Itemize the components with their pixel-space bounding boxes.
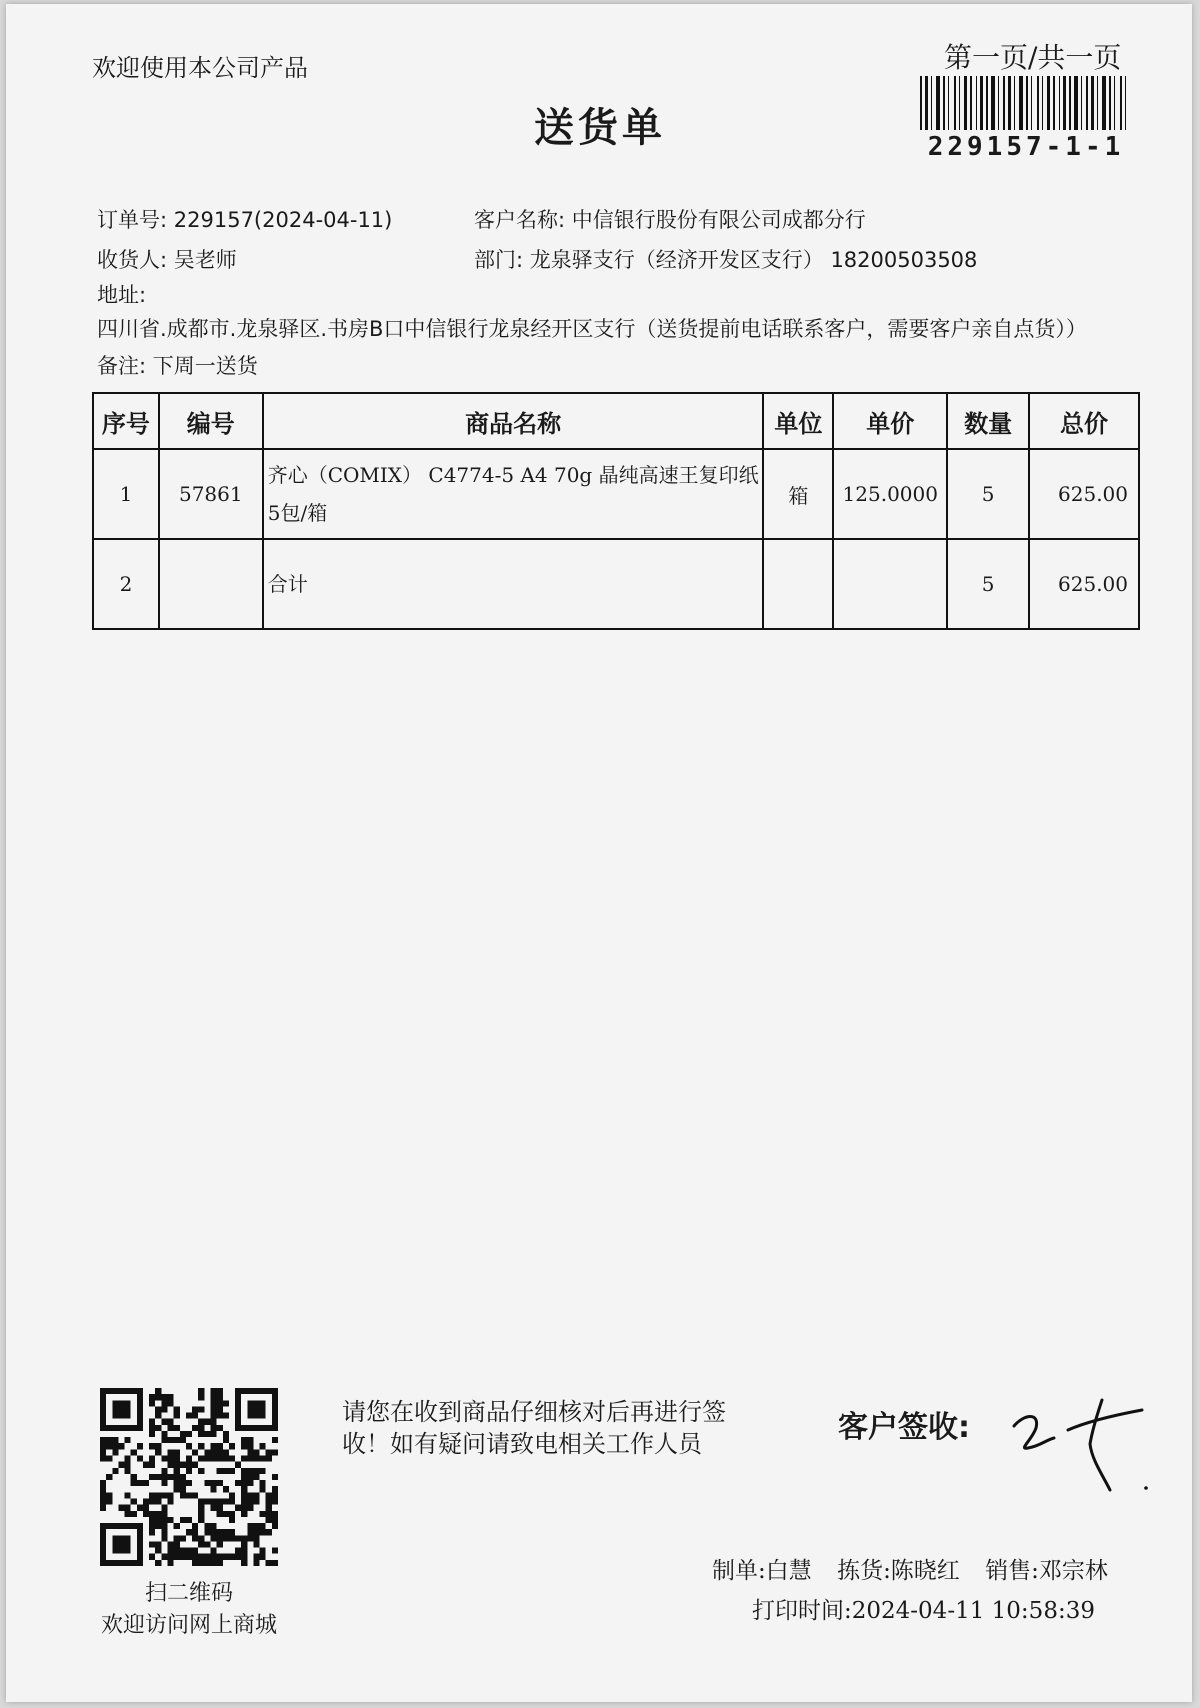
maker-name: 制单:白慧: [712, 1558, 812, 1584]
cell-total: 625.00: [1029, 449, 1139, 539]
cell-code: [159, 539, 263, 629]
address-value: 四川省.成都市.龙泉驿区.书房B口中信银行龙泉经开区支行（送货提前电话联系客户，需要客户亲自点货））: [97, 317, 1087, 341]
customer-sign-label: 客户签收:: [838, 1410, 970, 1445]
header-unit-price: 单价: [833, 393, 947, 449]
barcode-image: [920, 76, 1132, 130]
note-row: [97, 350, 258, 380]
sales-name: 销售:邓宗林: [985, 1558, 1108, 1584]
address-row: [97, 278, 1137, 346]
order-label: 订单号:: [97, 208, 168, 232]
check-notice: 请您在收到商品仔细核对后再进行签收！如有疑问请致电相关工作人员: [342, 1398, 726, 1458]
cell-unit: 箱: [763, 449, 833, 539]
picker-name: 拣货:陈晓红: [837, 1558, 960, 1584]
consignee-row: [97, 244, 237, 274]
cell-product-name: 齐心（COMIX） C4774-5 A4 70g 晶纯高速王复印纸 5包/箱: [263, 449, 764, 539]
cell-seq: 2: [93, 539, 159, 629]
department-value: 龙泉驿支行（经济开发区支行） 18200503508: [529, 248, 978, 272]
customer-signature: [1006, 1388, 1156, 1508]
cell-code: 57861: [159, 449, 263, 539]
customer-value: 中信银行股份有限公司成都分行: [571, 208, 866, 232]
cell-unit-price: [833, 539, 947, 629]
address-label: 地址:: [97, 283, 147, 307]
page-info: 第一页/共一页: [944, 41, 1122, 74]
consignee-label: 收货人:: [97, 248, 168, 272]
header-unit: 单位: [763, 393, 833, 449]
table-header-row: [93, 393, 1139, 449]
consignee-value: 吴老师: [173, 248, 237, 272]
header-total: 总价: [1029, 393, 1139, 449]
note-label: 备注:: [97, 354, 147, 378]
document-title: 送货单: [534, 105, 666, 151]
department-row: [474, 244, 977, 274]
table-row: [93, 449, 1139, 539]
note-value: 下周一送货: [152, 354, 258, 378]
order-number-row: [97, 204, 392, 234]
header-code: 编号: [159, 393, 263, 449]
cell-seq: 1: [93, 449, 159, 539]
welcome-text: 欢迎使用本公司产品: [92, 54, 308, 82]
cell-unit: [763, 539, 833, 629]
header-product-name: 商品名称: [263, 393, 764, 449]
barcode-number: 229157-1-1: [927, 132, 1125, 162]
cell-product-name: 合计: [263, 539, 764, 629]
staff-info: [712, 1552, 1126, 1585]
customer-row: [474, 204, 866, 234]
header-quantity: 数量: [947, 393, 1029, 449]
cell-quantity: 5: [947, 449, 1029, 539]
header-seq: 序号: [93, 393, 159, 449]
order-value: 229157(2024-04-11): [173, 208, 393, 232]
cell-total: 625.00: [1029, 539, 1139, 629]
cell-unit-price: 125.0000: [833, 449, 947, 539]
qr-caption-mall: 欢迎访问网上商城: [100, 1613, 277, 1638]
cell-quantity: 5: [947, 539, 1029, 629]
qr-caption-scan: 扫二维码: [144, 1581, 233, 1606]
items-table: [92, 392, 1140, 630]
print-time: 打印时间:2024-04-11 10:58:39: [752, 1598, 1095, 1624]
qr-code-image: [100, 1388, 278, 1566]
department-label: 部门:: [474, 248, 524, 272]
customer-label: 客户名称:: [474, 208, 566, 232]
table-row-total: [93, 539, 1139, 629]
